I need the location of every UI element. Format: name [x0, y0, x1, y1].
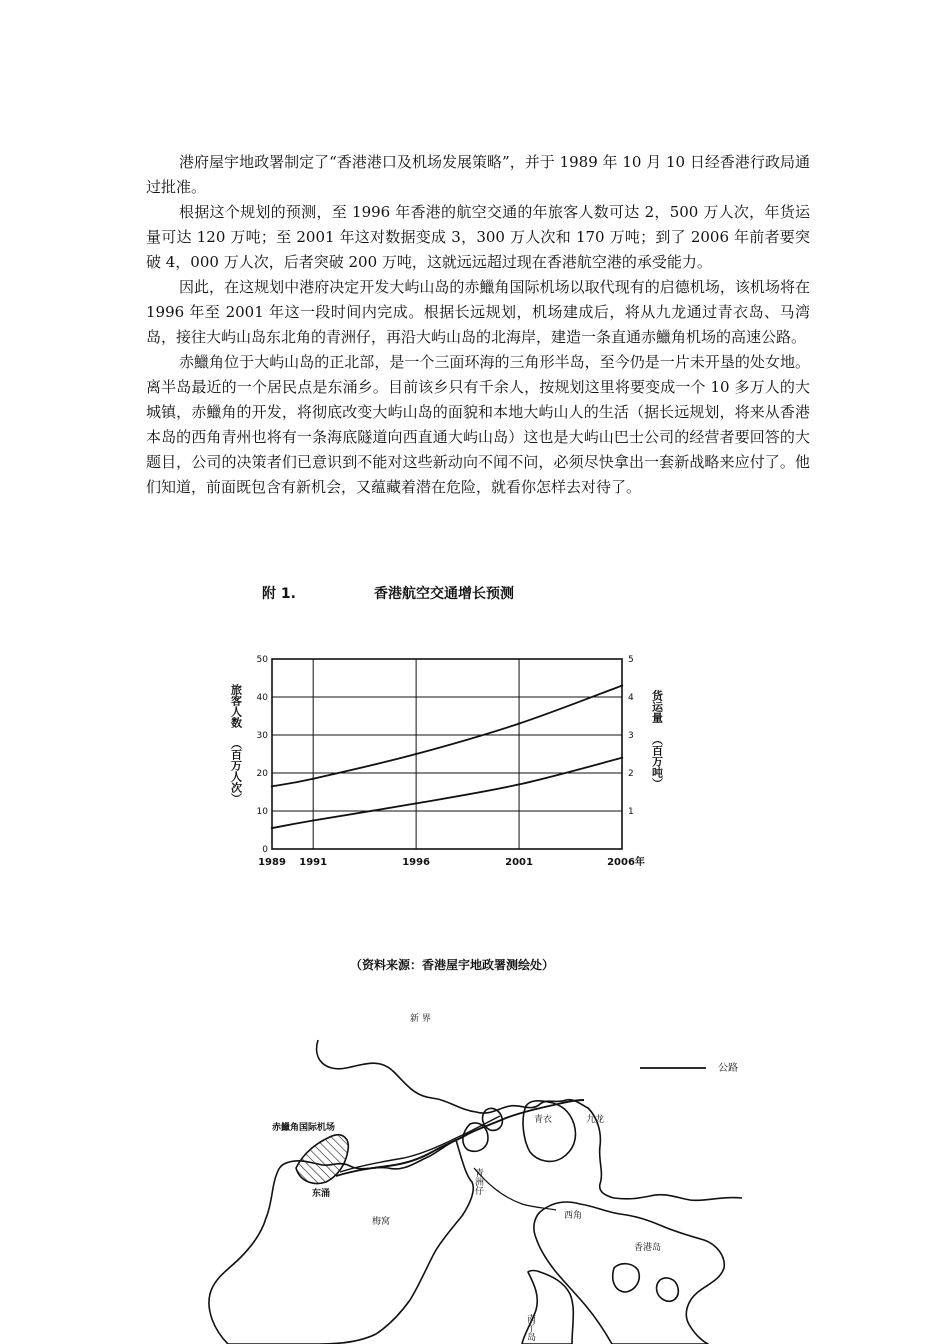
data-point-cargo-1989 — [271, 827, 273, 829]
left-tick-label: 0 — [262, 845, 268, 855]
right-tick-label: 4 — [628, 693, 634, 703]
data-point-passengers-1991 — [312, 778, 314, 780]
figure-label: 附 1. — [262, 586, 296, 602]
map-label-mui-wo: 梅窝 — [372, 1217, 391, 1227]
right-tick-label: 3 — [628, 731, 634, 741]
legend-road-label: 公路 — [718, 1063, 738, 1074]
paragraph: 港府屋宇地政署制定了“香港港口及机场发展策略”，并于 1989 年 10 月 10 日经香港行政局通过批准。 — [146, 153, 810, 196]
map-label-tung-chung: 东涌 — [312, 1189, 331, 1199]
left-tick-label: 10 — [256, 807, 268, 817]
left-axis-ticks — [257, 655, 269, 855]
left-tick-label: 30 — [256, 731, 268, 741]
x-tick-label: 1996 — [402, 857, 431, 868]
data-point-cargo-2006 — [621, 757, 623, 759]
mainland-coastline — [317, 1040, 742, 1200]
data-point-passengers-1996 — [415, 753, 417, 755]
paragraph: 赤鱲角位于大屿山岛的正北部，是一个三面环海的三角形半岛，至今仍是一片未开垦的处女地。离半岛最近的一个居民点是东涌乡。目前该乡只有千余人，按规划这里将要变成一个 10 多万人的大城镇，赤鱲角的开发，将彻底改变大屿山岛的面貌和本地大屿山人的生活（据长远规划，将来从香港本岛的西角青州也将有一条海底隧道向西直通大屿山岛）这也是大屿山巴士公司的经营者要回答的大题目，公司的决策者们已意识到不能对这些新动向不闻不问，必须尽快拿出一套新战略来应付了。他们知道，前面既包含有新机会，又蕴藏着潜在危险，就看你怎样去对待了。 — [146, 353, 810, 496]
paragraph: 因此，在这规划中港府决定开发大屿山岛的赤鱲角国际机场以取代现有的启德机场，该机场将在 1996 年至 2001 年这一段时间内完成。根据长远规划，机场建成后，将从九龙通过青衣岛、马湾岛，接往大屿山岛东北角的青洲仔，再沿大屿山岛的北海岸，建造一条直通赤鱲角机场的高速公路。 — [146, 278, 810, 346]
location-map — [209, 1012, 742, 1344]
left-tick-label: 50 — [256, 655, 268, 665]
expressway — [336, 1100, 584, 1176]
data-point-passengers-2006 — [621, 684, 623, 686]
left-axis-label: 旅客人数 — [229, 684, 243, 728]
expressway — [340, 1116, 500, 1172]
map-label-west-point: 西角 — [564, 1211, 583, 1221]
hong-kong-island — [534, 1202, 724, 1344]
data-point-cargo-1996 — [415, 802, 417, 804]
map-label-new-territories: 新 界 — [410, 1014, 431, 1024]
lantau-island — [209, 1140, 473, 1344]
growth-forecast-chart — [230, 585, 664, 972]
grid-lines — [272, 659, 622, 849]
plot-frame — [272, 659, 622, 849]
map-label-tsing-chau-tsai: 青洲仔 — [473, 1168, 483, 1195]
right-tick-label: 2 — [628, 769, 634, 779]
map-label-tsing-yi: 青衣 — [534, 1115, 553, 1125]
x-tick-label: 2006年 — [607, 857, 645, 868]
airport-site — [296, 1135, 348, 1184]
connector-line — [474, 1168, 556, 1210]
left-axis-unit: （百万人次） — [229, 738, 243, 804]
data-points — [271, 684, 623, 829]
x-tick-label: 2001 — [505, 857, 533, 868]
figure-source: （资料来源：香港屋宇地政署测绘处） — [349, 958, 555, 972]
right-tick-label: 1 — [628, 807, 634, 817]
data-point-passengers-2001 — [518, 722, 520, 724]
islet — [613, 1264, 640, 1292]
data-point-cargo-2001 — [518, 783, 520, 785]
right-axis-ticks — [628, 655, 634, 817]
chart-title: 香港航空交通增长预测 — [374, 586, 514, 602]
map-label-kowloon: 九龙 — [586, 1115, 605, 1125]
left-tick-label: 20 — [256, 769, 268, 779]
right-axis-unit: （百万吨） — [650, 734, 664, 789]
x-tick-label: 1989 — [258, 857, 286, 868]
right-axis-label: 货运量 — [650, 690, 664, 723]
paragraph: 根据这个规划的预测，至 1996 年香港的航空交通的年旅客人数可达 2，500 万人次，年货运量可达 120 万吨；至 2001 年这对数据变成 3，300 万人次和 170 万吨；到了 2006 年前者要突破 4，000 万人次，后者突破 200 万吨，这就远远超过现在香港航空港的承受能力。 — [146, 203, 810, 271]
map-label-hk-island: 香港岛 — [634, 1243, 662, 1253]
left-tick-label: 40 — [256, 693, 268, 703]
islet — [657, 1278, 679, 1301]
series-line-cargo — [272, 758, 622, 828]
data-point-cargo-1991 — [312, 819, 314, 821]
map-label-lamma: 南丫岛 — [525, 1314, 535, 1341]
right-tick-label: 5 — [628, 655, 634, 665]
data-point-passengers-1989 — [271, 785, 273, 787]
x-tick-labels — [258, 855, 645, 868]
map-label-airport: 赤鱲角国际机场 — [272, 1123, 336, 1133]
x-tick-label: 1991 — [299, 857, 328, 868]
